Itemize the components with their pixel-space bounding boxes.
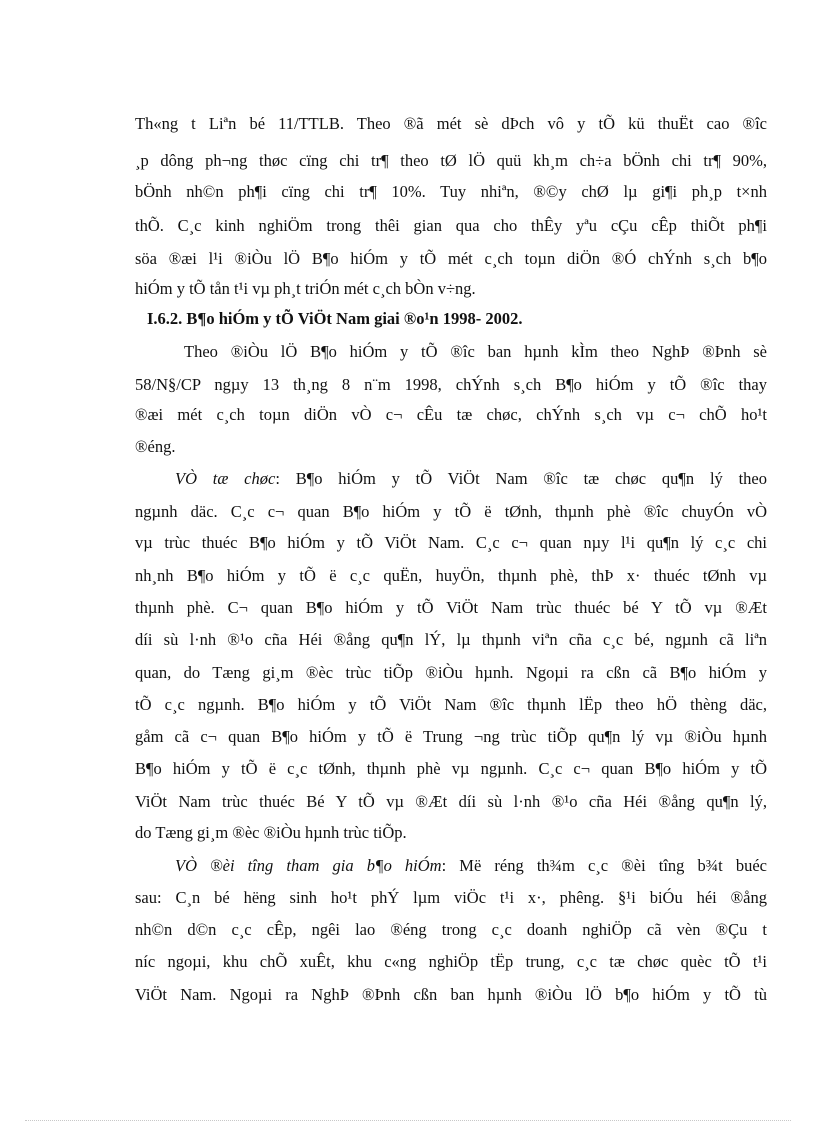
paragraph-line: thµnh phè. C¬ quan B¶o hiÓm y tÕ ViÖt Nam trùc thuéc bé Y tÕ vµ ®Æt xyxy=(135,598,767,617)
paragraph-line: ViÖt Nam. Ngoµi ra NghÞ ®Þnh cßn ban hµnh ®iÒu lÖ b¶o hiÓm y tÕ tù xyxy=(135,985,767,1004)
paragraph-line: ®éng. xyxy=(135,437,176,456)
paragraph-line: sau: C¸n bé hëng sinh ho¹t phÝ lµm viÖc t¹i x·, phêng. §¹i biÓu héi ®ång xyxy=(135,888,767,907)
paragraph-line xyxy=(175,469,767,489)
paragraph-line: B¶o hiÓm y tÕ ë c¸c tØnh, thµnh phè vµ ngµnh. C¸c c¬ quan B¶o hiÓm y tÕ xyxy=(135,759,767,778)
paragraph-line: tÕ c¸c ngµnh. B¶o hiÓm y tÕ ViÖt Nam ®îc thµnh lËp theo hÖ thèng däc, xyxy=(135,695,767,714)
paragraph-line: söa ®æi l¹i ®iÒu lÖ B¶o hiÓm y tÕ mét c¸ch toµn diÖn ®Ó chÝnh s¸ch b¶o xyxy=(135,249,767,268)
paragraph-line: thÕ. C¸c kinh nghiÖm trong thêi gian qua cho thÊy yªu cÇu cÊp thiÕt ph¶i xyxy=(135,216,767,235)
paragraph-line: Th«ng t Liªn bé 11/TTLB. Theo ®ã mét sè dÞch vô y tÕ kü thuËt cao ®îc xyxy=(135,114,767,133)
paragraph-lead: VÒ ®èi tîng tham gia b¶o hiÓm xyxy=(175,856,442,875)
paragraph-line: ®æi mét c¸ch toµn diÖn vÒ c¬ cÊu tæ chøc, chÝnh s¸ch vµ c¬ chÕ ho¹t xyxy=(135,405,767,424)
paragraph-line: díi sù l·nh ®¹o cña Héi ®ång qu¶n lÝ, lµ thµnh viªn cña c¸c bé, ngµnh cã liªn xyxy=(135,630,767,649)
paragraph-lead: VÒ tæ chøc xyxy=(175,469,276,488)
paragraph-line: bÖnh nh©n ph¶i cïng chi tr¶ 10%. Tuy nhiªn, ®©y chØ lµ gi¶i ph¸p t×nh xyxy=(135,182,767,201)
paragraph-line: quan, do Tæng gi¸m ®èc trùc tiÕp ®iÒu hµnh. Ngoµi ra cßn cã B¶o hiÓm y xyxy=(135,663,767,682)
page-bottom-rule xyxy=(25,1120,791,1121)
section-heading: I.6.2. B¶o hiÓm y tÕ ViÖt Nam giai ®o¹n 1998- 2002. xyxy=(147,309,523,328)
paragraph-line: nh©n d©n c¸c cÊp, ngêi lao ®éng trong c¸c doanh nghiÖp cã vèn ®Çu t xyxy=(135,920,767,939)
paragraph-line: ngµnh däc. C¸c c¬ quan B¶o hiÓm y tÕ ë tØnh, thµnh phè ®îc chuyÓn vÒ xyxy=(135,502,767,521)
paragraph-line: ViÖt Nam trùc thuéc Bé Y tÕ vµ ®Æt díi sù l·nh ®¹o cña Héi ®ång qu¶n lý, xyxy=(135,792,767,811)
paragraph-line: do Tæng gi¸m ®èc ®iÒu hµnh trùc tiÕp. xyxy=(135,823,407,842)
paragraph-line xyxy=(175,856,767,876)
paragraph-line: Theo ®iÒu lÖ B¶o hiÓm y tÕ ®îc ban hµnh kÌm theo NghÞ ®Þnh sè xyxy=(184,342,767,361)
paragraph-text: : B¶o hiÓm y tÕ ViÖt Nam ®îc tæ chøc qu¶n lý theo xyxy=(275,469,767,488)
paragraph-line: ¸p dông ph¬ng thøc cïng chi tr¶ theo tØ lÖ quü kh¸m ch÷a bÖnh chi tr¶ 90%, xyxy=(135,151,767,170)
paragraph-line: níc ngoµi, khu chÕ xuÊt, khu c«ng nghiÖp tËp trung, c¸c tæ chøc quèc tÕ t¹i xyxy=(135,952,767,971)
paragraph-line: hiÓm y tÕ tån t¹i vµ ph¸t triÓn mét c¸ch bÒn v÷ng. xyxy=(135,279,476,298)
paragraph-line: nh¸nh B¶o hiÓm y tÕ ë c¸c quËn, huyÖn, thµnh phè, thÞ x· thuéc tØnh vµ xyxy=(135,566,767,585)
paragraph-text: : Më réng th¾m c¸c ®èi tîng b¾t buéc xyxy=(441,856,767,875)
paragraph-line: vµ trùc thuéc B¶o hiÓm y tÕ ViÖt Nam. C¸c c¬ quan nµy l¹i qu¶n lý c¸c chi xyxy=(135,533,767,552)
paragraph-line: 58/N§/CP ngµy 13 th¸ng 8 n¨m 1998, chÝnh s¸ch B¶o hiÓm y tÕ ®îc thay xyxy=(135,375,767,394)
paragraph-line: gåm cã c¬ quan B¶o hiÓm y tÕ ë Trung ¬ng trùc tiÕp qu¶n lý vµ ®iÒu hµnh xyxy=(135,727,767,746)
